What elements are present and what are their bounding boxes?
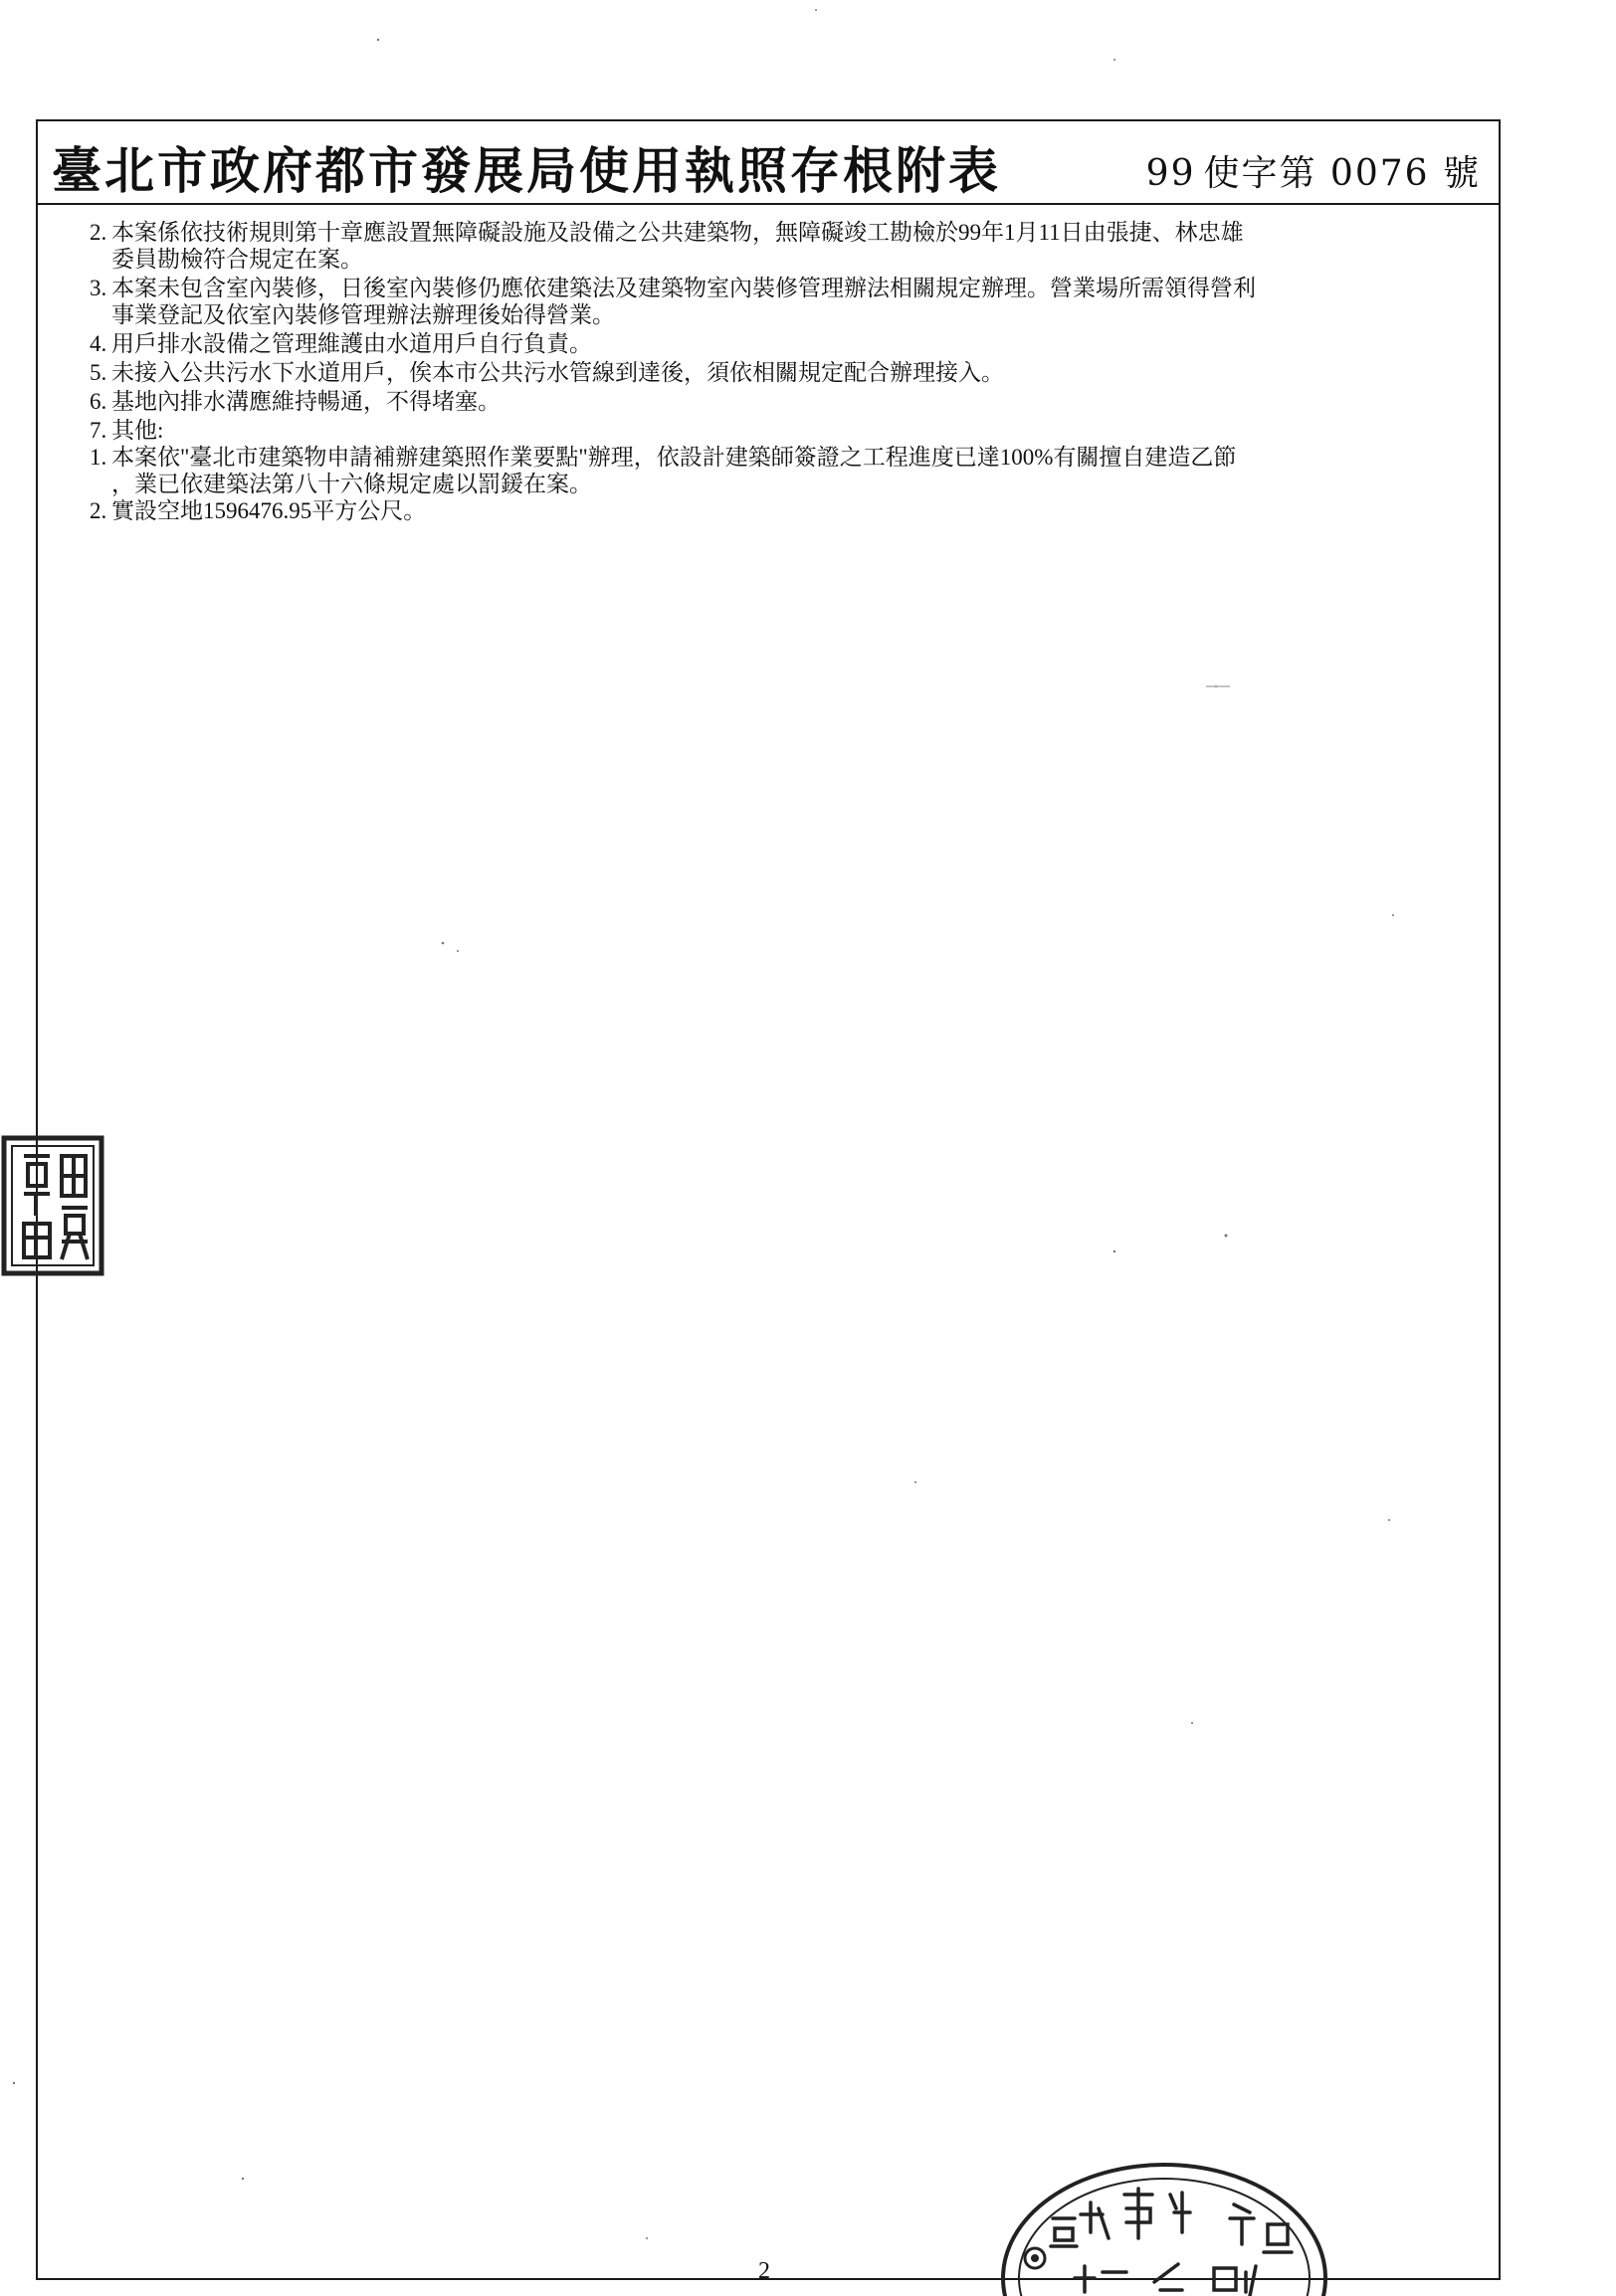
other-item (90, 444, 1493, 497)
note-line: 未接入公共污水下水道用戶，俟本市公共污水管線到達後，須依相關規定配合辦理接入。 (111, 360, 1004, 385)
note-number: 7. (90, 418, 107, 443)
permit-prefix: 99 (1145, 153, 1196, 194)
note-number: 3. (90, 276, 107, 300)
note-item (90, 275, 1493, 328)
other-item-line: 本案依"臺北市建築物申請補辦建築照作業要點"辦理，依設計建築師簽證之工程進度已達100%有關擅自建造乙節 (111, 445, 1237, 470)
other-item (90, 497, 1493, 524)
other-item-line: 實設空地1596476.95平方公尺。 (111, 498, 427, 523)
note-item (90, 388, 1493, 415)
note-item (90, 330, 1493, 357)
note-number: 6. (90, 389, 107, 414)
notes-list (90, 219, 1493, 526)
document-header (38, 121, 1499, 205)
note-number: 5. (90, 360, 107, 385)
official-seal-bottom (995, 2139, 1333, 2296)
permit-number-text: 使字第 0076 號 (1203, 153, 1481, 194)
document-frame (36, 119, 1501, 2280)
note-line: 用戶排水設備之管理維護由水道用戶自行負責。 (111, 331, 592, 356)
other-items-list (90, 444, 1493, 524)
note-item (90, 417, 1493, 524)
note-line: 基地內排水溝應維持暢通，不得堵塞。 (111, 389, 501, 414)
other-item-number: 1. (90, 445, 107, 470)
note-number: 2. (90, 220, 107, 245)
note-line: 本案未包含室內裝修，日後室內裝修仍應依建築法及建築物室內裝修管理辦法相關規定辦理。營業場所需領得營利 (111, 276, 1256, 300)
note-item (90, 359, 1493, 386)
note-item (90, 219, 1493, 273)
note-line: 其他: (111, 418, 164, 443)
permit-number (1146, 145, 1489, 196)
note-line: 本案係依技術規則第十章應設置無障礙設施及設備之公共建築物，無障礙竣工勘檢於99年1月11日由張捷、林忠雄 (111, 220, 1244, 245)
note-number: 4. (90, 331, 107, 356)
page-number: 2 (758, 2258, 770, 2284)
other-item-line: ，業已依建築法第八十六條規定處以罰鍰在案。 (111, 472, 592, 496)
other-item-number: 2. (90, 498, 107, 523)
note-line: 委員勘檢符合規定在案。 (111, 247, 363, 272)
note-line: 事業登記及依室內裝修管理辦法辦理後始得營業。 (111, 302, 615, 327)
official-seal-left (0, 1134, 105, 1277)
document-title: 臺北市政府都市發展局使用執照存根附表 (52, 141, 1001, 200)
